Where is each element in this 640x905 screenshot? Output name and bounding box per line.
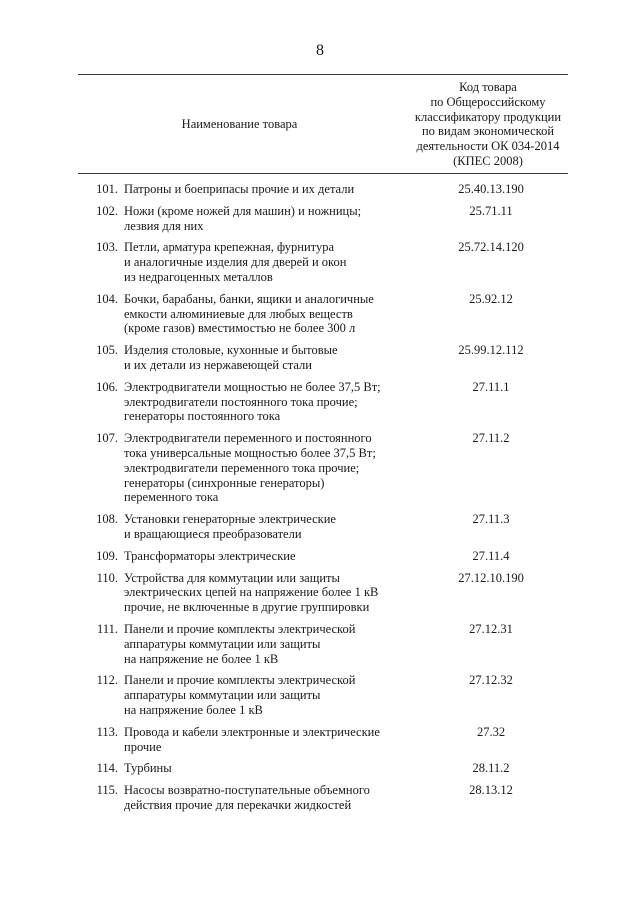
column-header-code-line: (КПЕС 2008) bbox=[453, 153, 523, 168]
product-name-line: из недрагоценных металлов bbox=[124, 269, 273, 284]
table-header bbox=[78, 74, 568, 174]
product-code: 27.12.10.190 bbox=[458, 570, 524, 585]
product-code: 28.13.12 bbox=[469, 783, 513, 798]
column-header-code-line: Код товара bbox=[459, 80, 517, 94]
product-name-line: электродвигатели постоянного тока прочие; bbox=[124, 394, 358, 409]
table-body bbox=[78, 182, 568, 820]
product-name-line: Ножи (кроме ножей для машин) и ножницы; bbox=[124, 203, 362, 218]
table-row bbox=[78, 512, 568, 542]
table-row bbox=[78, 380, 568, 424]
product-name bbox=[124, 571, 414, 615]
product-code: 27.11.1 bbox=[472, 379, 510, 394]
row-number: 104. bbox=[96, 291, 118, 306]
product-name bbox=[124, 673, 414, 717]
product-name-line: прочие, не включенные в другие группировки bbox=[124, 600, 370, 615]
product-name bbox=[124, 725, 414, 755]
column-header-code-line: по Общероссийскому bbox=[430, 94, 546, 109]
column-header-code bbox=[404, 80, 572, 169]
row-number: 115. bbox=[96, 783, 118, 798]
product-name bbox=[124, 182, 414, 197]
product-name-line: электрических цепей на напряжение более 1 кВ bbox=[124, 585, 379, 600]
product-name-line: прочие bbox=[124, 739, 162, 754]
product-name-line: емкости алюминиевые для любых веществ bbox=[124, 306, 353, 321]
product-name bbox=[124, 343, 414, 373]
product-name-line: (кроме газов) вместимостью не более 300 л bbox=[124, 321, 356, 336]
product-code: 27.11.2 bbox=[472, 431, 510, 446]
row-number: 108. bbox=[96, 512, 118, 527]
product-name-line: Трансформаторы электрические bbox=[124, 548, 296, 563]
product-code: 25.72.14.120 bbox=[458, 240, 524, 255]
table-row bbox=[78, 622, 568, 666]
product-name-line: Петли, арматура крепежная, фурнитура bbox=[124, 240, 335, 255]
row-number: 106. bbox=[96, 379, 118, 394]
product-name bbox=[124, 380, 414, 424]
row-number: 111. bbox=[97, 621, 118, 636]
product-name-line: Панели и прочие комплекты электрической bbox=[124, 673, 356, 688]
product-name-line: Турбины bbox=[124, 761, 172, 776]
product-name bbox=[124, 761, 414, 776]
column-header-code-line: деятельности ОК 034-2014 bbox=[416, 139, 560, 154]
page-number: 8 bbox=[316, 42, 324, 59]
row-number: 102. bbox=[96, 203, 118, 218]
product-code: 25.40.13.190 bbox=[458, 182, 524, 196]
product-name-line: лезвия для них bbox=[124, 218, 204, 233]
product-name-line: переменного тока bbox=[124, 490, 219, 505]
table-row bbox=[78, 549, 568, 564]
row-number: 105. bbox=[96, 343, 118, 358]
product-name-line: на напряжение не более 1 кВ bbox=[124, 651, 279, 666]
row-number: 110. bbox=[96, 570, 118, 585]
product-name-line: Патроны и боеприпасы прочие и их детали bbox=[124, 182, 355, 196]
product-code: 25.71.11 bbox=[469, 203, 513, 218]
product-name bbox=[124, 431, 414, 505]
product-name-line: Изделия столовые, кухонные и бытовые bbox=[124, 343, 338, 358]
row-number: 101. bbox=[96, 182, 118, 196]
product-code: 25.92.12 bbox=[469, 291, 513, 306]
product-name-line: Панели и прочие комплекты электрической bbox=[124, 621, 356, 636]
product-code: 28.11.2 bbox=[472, 761, 510, 776]
product-name-line: Электродвигатели переменного и постоянного bbox=[124, 431, 372, 446]
product-name bbox=[124, 622, 414, 666]
product-name-line: электродвигатели переменного тока прочие; bbox=[124, 460, 360, 475]
row-number: 107. bbox=[96, 431, 118, 446]
table-row bbox=[78, 783, 568, 813]
product-name-line: Устройства для коммутации или защиты bbox=[124, 570, 340, 585]
column-header-code-line: по видам экономической bbox=[421, 124, 555, 139]
product-name bbox=[124, 204, 414, 234]
table-row bbox=[78, 725, 568, 755]
table-row bbox=[78, 240, 568, 284]
product-name-line: Бочки, барабаны, банки, ящики и аналогичные bbox=[124, 291, 374, 306]
product-code: 27.11.4 bbox=[472, 548, 510, 563]
product-name-line: и вращающиеся преобразователи bbox=[124, 526, 302, 541]
product-name-line: на напряжение более 1 кВ bbox=[124, 702, 263, 717]
product-name-line: действия прочие для перекачки жидкостей bbox=[124, 797, 352, 812]
column-header-name-label: Наименование товара bbox=[181, 116, 298, 131]
row-number: 109. bbox=[96, 548, 118, 563]
table-row bbox=[78, 204, 568, 234]
product-name bbox=[124, 783, 414, 813]
row-number: 112. bbox=[96, 673, 118, 688]
table-row bbox=[78, 673, 568, 717]
product-name-line: Установки генераторные электрические bbox=[124, 512, 336, 527]
table-row bbox=[78, 182, 568, 197]
product-code: 27.12.32 bbox=[469, 673, 513, 688]
product-name-line: генераторы постоянного тока bbox=[124, 409, 281, 424]
product-name-line: аппаратуры коммутации или защиты bbox=[124, 636, 321, 651]
table-row bbox=[78, 292, 568, 336]
product-name-line: и их детали из нержавеющей стали bbox=[124, 357, 312, 372]
product-code: 27.12.31 bbox=[469, 621, 513, 636]
table-row bbox=[78, 431, 568, 505]
product-name-line: тока универсальные мощностью более 37,5 Вт; bbox=[124, 445, 376, 460]
product-code: 27.11.3 bbox=[472, 512, 510, 527]
product-code: 27.32 bbox=[476, 724, 506, 739]
product-name bbox=[124, 240, 414, 284]
column-header-name bbox=[78, 75, 401, 173]
product-name bbox=[124, 292, 414, 336]
row-number: 113. bbox=[96, 724, 118, 739]
product-name-line: Провода и кабели электронные и электрические bbox=[124, 724, 380, 739]
product-name-line: Электродвигатели мощностью не более 37,5 Вт; bbox=[124, 379, 381, 394]
product-name-line: аппаратуры коммутации или защиты bbox=[124, 688, 321, 703]
product-code: 25.99.12.112 bbox=[458, 343, 524, 358]
table-row bbox=[78, 571, 568, 615]
column-header-code-line: классификатору продукции bbox=[414, 109, 562, 124]
table-row bbox=[78, 761, 568, 776]
row-number: 114. bbox=[96, 761, 118, 776]
row-number: 103. bbox=[96, 240, 118, 255]
product-name-line: генераторы (синхронные генераторы) bbox=[124, 475, 325, 490]
product-name-line: и аналогичные изделия для дверей и окон bbox=[124, 255, 347, 270]
product-name bbox=[124, 549, 414, 564]
product-name-line: Насосы возвратно-поступательные объемного bbox=[124, 783, 370, 798]
table-row bbox=[78, 343, 568, 373]
product-name bbox=[124, 512, 414, 542]
